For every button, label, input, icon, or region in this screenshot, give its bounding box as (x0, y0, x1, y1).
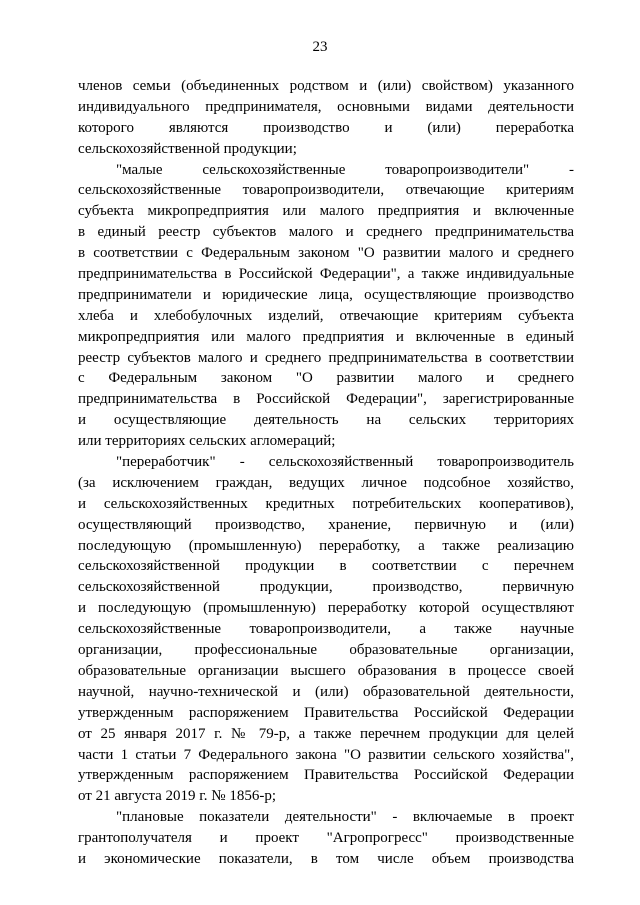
text-line: и последующую (промышленную) переработку которой осуществляют (78, 600, 574, 617)
text-line: части 1 статьи 7 Федерального закона "О развитии сельского хозяйства", (78, 746, 574, 763)
text-line: "малые сельскохозяйственные товаропроизводители" - (116, 161, 574, 178)
text-line: последующую (промышленную) переработку, а также реализацию (78, 537, 574, 554)
text-line: от 25 января 2017 г. № 79-р, а также перечнем продукции для целей (78, 725, 574, 742)
text-line: и осуществляющие деятельность на сельских территориях (78, 412, 574, 429)
text-line: (за исключением граждан, ведущих личное подсобное хозяйство, (78, 474, 574, 491)
text-line: предпринимательства в Российской Федерации", зарегистрированные (78, 391, 574, 408)
text-line: сельскохозяйственной продукции в соответствии с перечнем (78, 558, 574, 575)
text-line: реестр субъектов малого и среднего предпринимательства в соответствии (78, 349, 574, 366)
text-line: "переработчик" - сельскохозяйственный товаропроизводитель (116, 454, 574, 471)
text-line: в соответствии с Федеральным законом "О развитии малого и среднего (78, 245, 574, 262)
text-line: и экономические показатели, в том числе объем производства (78, 850, 574, 867)
text-line: сельскохозяйственные товаропроизводители, отвечающие критериям (78, 182, 574, 199)
page-number: 23 (312, 39, 328, 55)
text-line: предприниматели и юридические лица, осуществляющие производство (78, 286, 574, 303)
text-line: грантополучателя и проект "Агропрогресс" производственные (78, 830, 574, 847)
text-line: членов семьи (объединенных родством и (или) свойством) указанного (78, 78, 574, 94)
text-line: в единый реестр субъектов малого и среднего предпринимательства (78, 224, 574, 241)
text-line: сельскохозяйственной продукции; (78, 140, 297, 157)
text-line: сельскохозяйственной продукции, производство, первичную (78, 579, 574, 596)
text-line: "плановые показатели деятельности" - включаемые в проект (116, 809, 574, 826)
document-body (78, 76, 574, 870)
text-line: научной, научно-технической и (или) образовательной деятельности, (78, 683, 574, 700)
text-line: с Федеральным законом "О развитии малого и среднего (78, 370, 574, 387)
text-line: и сельскохозяйственных кредитных потребительских кооперативов), (78, 495, 574, 512)
text-line: образовательные организации высшего образования в процессе своей (78, 662, 574, 679)
text-line: которого являются производство и (или) переработка (78, 119, 574, 136)
text-line: утвержденным распоряжением Правительства Российской Федерации (78, 704, 574, 721)
text-line: предпринимательства в Российской Федерации", а также индивидуальные (78, 266, 574, 283)
text-line: сельскохозяйственные товаропроизводители, а также научные (78, 621, 574, 638)
text-line: организации, профессиональные образовательные организации, (78, 642, 574, 659)
text-line: субъекта микропредприятия или малого предприятия и включенные (78, 203, 574, 220)
text-line: хлеба и хлебобулочных изделий, отвечающие критериям субъекта (78, 307, 574, 324)
text-line: индивидуального предпринимателя, основными видами деятельности (78, 98, 574, 115)
text-line: утвержденным распоряжением Правительства Российской Федерации (78, 767, 574, 784)
text-line: микропредприятия или малого предприятия и включенные в единый (78, 328, 574, 345)
text-line: осуществляющий производство, хранение, первичную и (или) (78, 516, 574, 533)
text-line: или территориях сельских агломераций; (78, 433, 336, 450)
text-line: от 21 августа 2019 г. № 1856-р; (78, 788, 276, 805)
